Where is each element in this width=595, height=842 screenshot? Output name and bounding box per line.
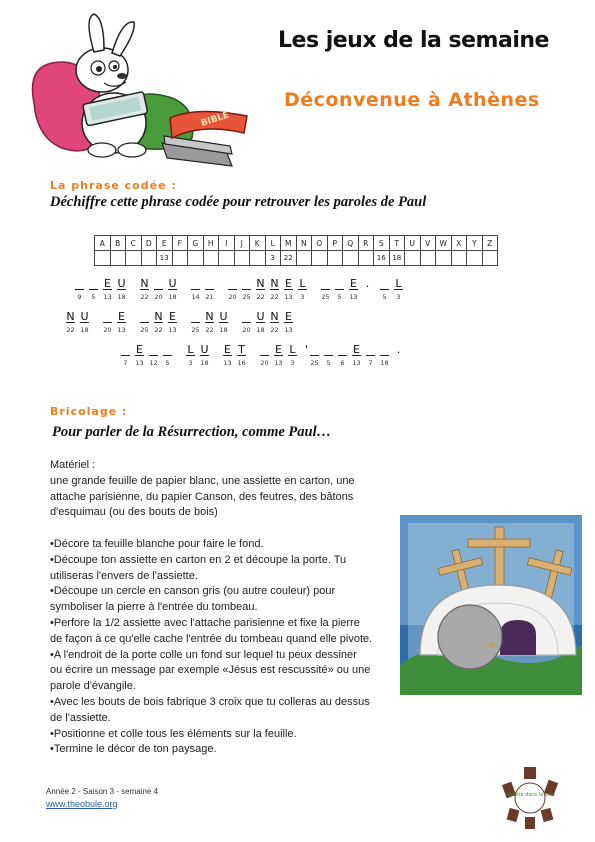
step-line: ou écrire un message par exemple «Jésus est rescussité» ou une — [50, 664, 371, 677]
puzzle-code-number: 20 — [103, 326, 112, 334]
cipher-number-f — [172, 251, 188, 266]
cipher-number-q — [343, 251, 359, 266]
puzzle-code-number: 22 — [154, 326, 163, 334]
steps-list — [50, 537, 395, 758]
puzzle-char — [120, 343, 131, 356]
puzzle-code-number: 22 — [256, 293, 265, 301]
puzzle-code-number: 18 — [200, 359, 209, 367]
step-line: •A l'endroit de la porte colle un fond sur lequel tu peux dessiner — [50, 648, 357, 661]
step-line: •Décore ta feuille blanche pour faire le fond. — [50, 537, 264, 550]
cipher-letter-b: B — [110, 236, 126, 251]
puzzle-char — [241, 310, 252, 323]
puzzle-char — [227, 277, 238, 290]
puzzle-code-number: 7 — [123, 359, 128, 367]
footer — [46, 786, 158, 810]
puzzle-code-number: 25 — [310, 359, 319, 367]
puzzle-code-number: 13 — [284, 326, 293, 334]
puzzle-char: U — [117, 277, 126, 290]
puzzle-char: N — [270, 277, 279, 290]
cipher-letter-l: L — [265, 236, 281, 251]
puzzle-char: E — [102, 277, 113, 290]
cipher-number-l: 3 — [265, 251, 281, 266]
puzzle-char — [102, 310, 113, 323]
puzzle-char: E — [273, 343, 284, 356]
puzzle-char: ' — [304, 343, 309, 356]
cipher-letter-g: G — [188, 236, 204, 251]
puzzle-char — [190, 277, 201, 290]
step-line: •Termine le décor de ton paysage. — [50, 743, 217, 756]
step-line: •Positionne et colle tous les éléments sur la feuille. — [50, 727, 297, 740]
cipher-number-x — [451, 251, 467, 266]
puzzle-char — [323, 343, 334, 356]
cipher-number-z — [482, 251, 498, 266]
puzzle-code-number: 18 — [219, 326, 228, 334]
puzzle-code-number: 13 — [135, 359, 144, 367]
puzzle-char: . — [365, 277, 370, 290]
page-subtitle: Déconvenue à Athènes — [284, 89, 540, 111]
puzzle-code-number: 3 — [396, 293, 401, 301]
cipher-number-y — [467, 251, 483, 266]
footer-season: Année 2 - Saison 3 - semaine 4 — [46, 787, 159, 796]
puzzle-code-number: 13 — [168, 326, 177, 334]
cipher-letter-s: S — [374, 236, 390, 251]
cipher-letter-m: M — [281, 236, 297, 251]
puzzle-char — [320, 277, 331, 290]
puzzle-code-number: 25 — [140, 326, 149, 334]
puzzle-char — [334, 277, 345, 290]
cipher-number-g — [188, 251, 204, 266]
puzzle-char — [337, 343, 348, 356]
cipher-letter-y: Y — [467, 236, 483, 251]
puzzle-char — [139, 310, 150, 323]
puzzle-code-number: 3 — [290, 359, 295, 367]
puzzle-char — [379, 343, 390, 356]
puzzle-char: U — [256, 310, 265, 323]
puzzle-code-number: 6 — [340, 359, 345, 367]
puzzle-code-number: 9 — [77, 293, 82, 301]
cipher-letter-h: H — [203, 236, 219, 251]
cipher-number-i — [219, 251, 235, 266]
step-line: •Perfore la 1/2 assiette avec l'attache parisienne et fixe la pierre — [50, 616, 360, 629]
materials-line: d'esquimau (ou des bouts de bois) — [50, 506, 218, 519]
puzzle-code-number: 5 — [382, 293, 387, 301]
puzzle-code-number: 14 — [191, 293, 200, 301]
puzzle-line-2 — [0, 310, 595, 340]
cipher-letter-w: W — [436, 236, 452, 251]
cipher-number-s: 16 — [374, 251, 390, 266]
cipher-letter-d: D — [141, 236, 157, 251]
puzzle-code-number: 5 — [91, 293, 96, 301]
puzzle-char: U — [80, 310, 89, 323]
step-line: •Découpe un cercle en canson gris (ou autre couleur) pour — [50, 585, 336, 598]
cipher-number-w — [436, 251, 452, 266]
cipher-number-r — [358, 251, 374, 266]
puzzle-char: N — [66, 310, 75, 323]
puzzle-code-number: 18 — [380, 359, 389, 367]
cipher-number-h — [203, 251, 219, 266]
cipher-letters-row — [95, 236, 498, 251]
puzzle-code-number: 12 — [149, 359, 158, 367]
cipher-letter-u: U — [405, 236, 421, 251]
cipher-letter-p: P — [327, 236, 343, 251]
puzzle-char: L — [393, 277, 404, 290]
puzzle-char: E — [222, 343, 233, 356]
puzzle-code-number: 25 — [321, 293, 330, 301]
puzzle-char — [153, 277, 164, 290]
puzzle-code-number: 18 — [80, 326, 89, 334]
puzzle-char — [148, 343, 159, 356]
mascot-illustration — [22, 8, 262, 173]
puzzle-char: E — [134, 343, 145, 356]
puzzle-code-number: 5 — [337, 293, 342, 301]
puzzle-char: E — [283, 277, 294, 290]
book-label: BIBLE — [199, 110, 231, 129]
puzzle-char: L — [287, 343, 298, 356]
puzzle-code-number: 22 — [205, 326, 214, 334]
puzzle-char: E — [351, 343, 362, 356]
puzzle-code-number: 13 — [223, 359, 232, 367]
puzzle-char: N — [205, 310, 214, 323]
cipher-letter-t: T — [389, 236, 405, 251]
puzzle-char: N — [270, 310, 279, 323]
puzzle-char — [162, 343, 173, 356]
puzzle-code-number: 13 — [352, 359, 361, 367]
logo-text: retraite dans la ville — [505, 792, 555, 798]
cipher-letter-z: Z — [482, 236, 498, 251]
puzzle-char: U — [219, 310, 228, 323]
puzzle-code-number: 5 — [165, 359, 170, 367]
puzzle-code-number: 7 — [368, 359, 373, 367]
puzzle-code-number: 25 — [191, 326, 200, 334]
puzzle-char: N — [154, 310, 163, 323]
puzzle-char — [88, 277, 99, 290]
puzzle-code-number: 13 — [274, 359, 283, 367]
cipher-table — [94, 235, 498, 266]
craft-instruction: Pour parler de la Résurrection, comme Paul… — [52, 424, 332, 440]
puzzle-char — [379, 277, 390, 290]
puzzle-code-number: 20 — [242, 326, 251, 334]
coded-phrase-instruction: Déchiffre cette phrase codée pour retrouver les paroles de Paul — [50, 194, 427, 210]
puzzle-code-number: 16 — [237, 359, 246, 367]
cipher-letter-x: X — [451, 236, 467, 251]
cipher-number-t: 18 — [389, 251, 405, 266]
puzzle-code-number: 18 — [168, 293, 177, 301]
step-line: •Découpe ton assiette en carton en 2 et découpe la porte. Tu — [50, 553, 347, 566]
puzzle-char: U — [200, 343, 209, 356]
puzzle-char — [365, 343, 376, 356]
cipher-letter-a: A — [95, 236, 111, 251]
step-line: utiliseras l'envers de l'assiette. — [50, 569, 198, 582]
cipher-number-a — [95, 251, 111, 266]
retreat-logo — [500, 765, 560, 831]
cipher-number-u — [405, 251, 421, 266]
puzzle-code-number: 22 — [270, 326, 279, 334]
puzzle-code-number: 22 — [140, 293, 149, 301]
puzzle-code-number: 20 — [228, 293, 237, 301]
cipher-number-v — [420, 251, 436, 266]
puzzle-char — [74, 277, 85, 290]
cipher-letter-c: C — [126, 236, 142, 251]
puzzle-char — [241, 277, 252, 290]
craft-photo — [400, 515, 582, 695]
puzzle-char: E — [283, 310, 294, 323]
step-line: •Avec les bouts de bois fabrique 3 croix que tu colleras au dessus — [50, 695, 370, 708]
cipher-number-n — [296, 251, 312, 266]
cipher-letter-e: E — [157, 236, 173, 251]
cipher-number-p — [327, 251, 343, 266]
cipher-letter-q: Q — [343, 236, 359, 251]
puzzle-char: T — [236, 343, 247, 356]
puzzle-char: L — [185, 343, 196, 356]
step-line: symboliser la pierre à l'entrée du tombeau. — [50, 601, 258, 614]
cipher-number-d — [141, 251, 157, 266]
cipher-number-c — [126, 251, 142, 266]
puzzle-code-number: 13 — [117, 326, 126, 334]
puzzle-code-number: 13 — [349, 293, 358, 301]
cipher-letter-f: F — [172, 236, 188, 251]
puzzle-code-number: 13 — [284, 293, 293, 301]
puzzle-code-number: 5 — [326, 359, 331, 367]
cipher-number-k — [250, 251, 266, 266]
puzzle-char — [190, 310, 201, 323]
page-title: Les jeux de la semaine — [278, 28, 549, 53]
step-line: de façon à ce qu'elle cache l'entrée du tombeau quand elle pivote. — [50, 632, 373, 645]
puzzle-code-number: 13 — [103, 293, 112, 301]
cipher-number-j — [234, 251, 250, 266]
puzzle-code-number: 20 — [260, 359, 269, 367]
step-line: de l'assiette. — [50, 711, 111, 724]
puzzle-char — [309, 343, 320, 356]
cipher-number-m: 22 — [281, 251, 297, 266]
puzzle-char: U — [168, 277, 177, 290]
puzzle-code-number: 18 — [256, 326, 265, 334]
cipher-letter-r: R — [358, 236, 374, 251]
step-line: parole d'évangile. — [50, 680, 136, 693]
cipher-letter-n: N — [296, 236, 312, 251]
puzzle-char: N — [140, 277, 149, 290]
puzzle-char: L — [297, 277, 308, 290]
puzzle-code-number: 25 — [242, 293, 251, 301]
materials-line: attache parisienne, du papier Canson, des feutres, des bâtons — [50, 490, 354, 503]
materials-line: une grande feuille de papier blanc, une assiette en carton, une — [50, 474, 355, 487]
cipher-letter-j: J — [234, 236, 250, 251]
puzzle-code-number: 22 — [270, 293, 279, 301]
footer-link[interactable]: www.theobule.org — [46, 799, 118, 809]
instructions-body — [50, 458, 395, 758]
cipher-number-b — [110, 251, 126, 266]
materials-label: Matériel : — [50, 459, 96, 471]
puzzle-code-number: 3 — [188, 359, 193, 367]
puzzle-char: E — [348, 277, 359, 290]
puzzle-code-number: 18 — [117, 293, 126, 301]
cipher-letter-k: K — [250, 236, 266, 251]
materials-list — [50, 474, 395, 521]
puzzle-line-3 — [0, 343, 595, 373]
section-heading-coded-phrase: La phrase codée : — [50, 179, 177, 192]
cipher-number-e: 13 — [157, 251, 173, 266]
puzzle-char: . — [396, 343, 401, 356]
cipher-numbers-row — [95, 251, 498, 266]
puzzle-code-number: 22 — [66, 326, 75, 334]
puzzle-char: E — [116, 310, 127, 323]
cipher-letter-o: O — [312, 236, 328, 251]
puzzle-line-1 — [0, 277, 595, 307]
puzzle-code-number: 21 — [205, 293, 214, 301]
cipher-number-o — [312, 251, 328, 266]
puzzle-code-number: 3 — [300, 293, 305, 301]
puzzle-char — [259, 343, 270, 356]
puzzle-char: E — [167, 310, 178, 323]
cipher-letter-i: I — [219, 236, 235, 251]
puzzle-char — [204, 277, 215, 290]
puzzle-code-number: 20 — [154, 293, 163, 301]
cipher-letter-v: V — [420, 236, 436, 251]
section-heading-craft: Bricolage : — [50, 405, 128, 418]
puzzle-char: N — [256, 277, 265, 290]
